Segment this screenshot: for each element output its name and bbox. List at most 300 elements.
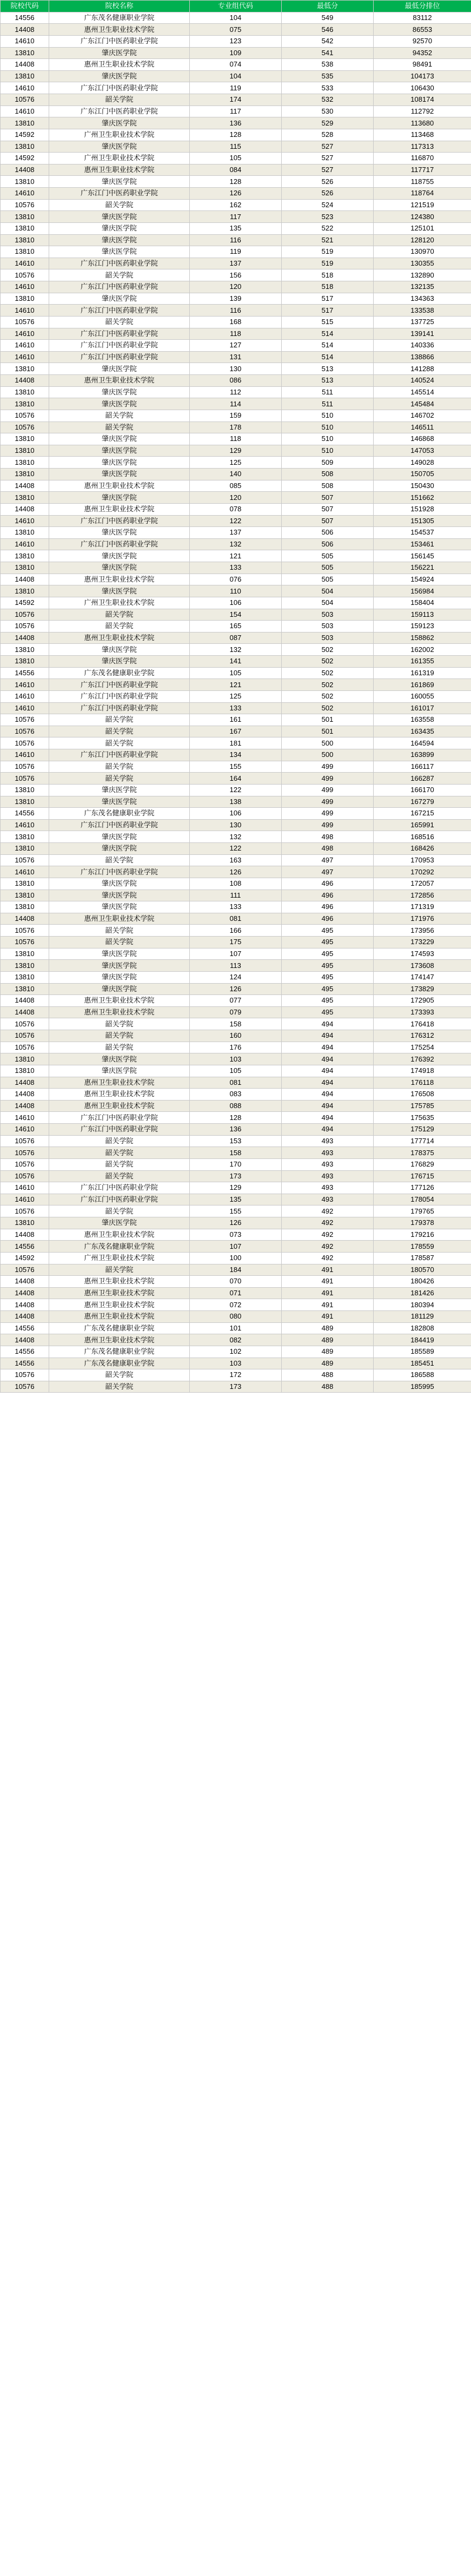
cell-group-code: 078	[190, 503, 282, 515]
table-row	[1, 937, 471, 948]
cell-school-code: 13810	[1, 176, 49, 188]
cell-min-rank: 170953	[374, 854, 471, 866]
cell-school-name: 韶关学院	[49, 269, 190, 281]
table-row	[1, 35, 471, 47]
cell-school-name: 肇庆医学院	[49, 70, 190, 82]
cell-school-code: 14610	[1, 305, 49, 317]
cell-school-code: 14408	[1, 59, 49, 71]
cell-min-rank: 166287	[374, 773, 471, 785]
table-row	[1, 1381, 471, 1393]
cell-min-rank: 179378	[374, 1217, 471, 1229]
cell-min-score: 499	[282, 808, 374, 820]
cell-min-rank: 171976	[374, 913, 471, 925]
cell-min-rank: 161017	[374, 702, 471, 714]
cell-min-rank: 134363	[374, 293, 471, 305]
cell-school-code: 14610	[1, 1124, 49, 1136]
cell-min-rank: 176418	[374, 1018, 471, 1030]
cell-school-code: 14610	[1, 866, 49, 878]
cell-min-score: 518	[282, 269, 374, 281]
cell-school-name: 肇庆医学院	[49, 117, 190, 129]
cell-school-name: 肇庆医学院	[49, 644, 190, 656]
cell-min-rank: 173393	[374, 1006, 471, 1018]
cell-school-code: 10576	[1, 761, 49, 773]
cell-min-rank: 112792	[374, 106, 471, 117]
cell-min-score: 510	[282, 433, 374, 445]
cell-school-name: 广东江门中医药职业学院	[49, 515, 190, 527]
cell-group-code: 105	[190, 1065, 282, 1077]
table-row	[1, 971, 471, 983]
cell-min-score: 494	[282, 1065, 374, 1077]
cell-school-code: 13810	[1, 585, 49, 597]
cell-min-score: 523	[282, 211, 374, 223]
table-row	[1, 983, 471, 995]
cell-group-code: 159	[190, 410, 282, 421]
cell-school-name: 韶关学院	[49, 773, 190, 785]
table-row	[1, 24, 471, 36]
cell-min-score: 538	[282, 59, 374, 71]
cell-school-code: 14556	[1, 1358, 49, 1369]
cell-min-score: 494	[282, 1018, 374, 1030]
cell-school-name: 韶关学院	[49, 1147, 190, 1159]
cell-school-code: 10576	[1, 1147, 49, 1159]
cell-school-code: 14408	[1, 1311, 49, 1323]
cell-school-code: 13810	[1, 983, 49, 995]
cell-min-score: 510	[282, 445, 374, 457]
table-row	[1, 1322, 471, 1334]
cell-min-rank: 153461	[374, 538, 471, 550]
cell-school-code: 14556	[1, 1241, 49, 1253]
cell-school-name: 惠州卫生职业技术学院	[49, 480, 190, 492]
cell-group-code: 140	[190, 469, 282, 480]
cell-school-code: 10576	[1, 421, 49, 433]
cell-group-code: 132	[190, 831, 282, 843]
cell-school-name: 广东茂名健康职业学院	[49, 1346, 190, 1358]
cell-school-code: 13810	[1, 796, 49, 808]
cell-school-code: 10576	[1, 925, 49, 937]
cell-min-rank: 175129	[374, 1124, 471, 1136]
cell-min-score: 495	[282, 983, 374, 995]
cell-min-score: 498	[282, 843, 374, 855]
cell-school-name: 韶关学院	[49, 316, 190, 328]
cell-min-score: 510	[282, 410, 374, 421]
cell-min-score: 530	[282, 106, 374, 117]
cell-school-code: 14592	[1, 597, 49, 609]
table-row	[1, 47, 471, 59]
header-min-rank: 最低分排位	[374, 1, 471, 12]
cell-school-name: 广东茂名健康职业学院	[49, 808, 190, 820]
cell-school-name: 肇庆医学院	[49, 878, 190, 890]
header-group-code: 专业组代码	[190, 1, 282, 12]
cell-group-code: 115	[190, 141, 282, 153]
cell-min-rank: 167215	[374, 808, 471, 820]
table-row	[1, 773, 471, 785]
cell-min-rank: 132135	[374, 281, 471, 293]
cell-school-code: 10576	[1, 1264, 49, 1276]
cell-school-name: 韶关学院	[49, 1135, 190, 1147]
table-row	[1, 562, 471, 574]
table-row	[1, 199, 471, 211]
table-row	[1, 1042, 471, 1053]
cell-school-name: 广东茂名健康职业学院	[49, 1322, 190, 1334]
cell-min-score: 500	[282, 749, 374, 761]
cell-school-name: 广东江门中医药职业学院	[49, 328, 190, 340]
cell-school-code: 14408	[1, 24, 49, 36]
table-row	[1, 1112, 471, 1124]
table-row	[1, 1311, 471, 1323]
cell-min-score: 499	[282, 761, 374, 773]
cell-min-score: 503	[282, 609, 374, 621]
cell-group-code: 133	[190, 562, 282, 574]
cell-min-score: 493	[282, 1135, 374, 1147]
cell-min-score: 514	[282, 351, 374, 363]
cell-school-name: 肇庆医学院	[49, 246, 190, 258]
cell-min-rank: 168516	[374, 831, 471, 843]
cell-min-score: 491	[282, 1276, 374, 1288]
cell-school-name: 广东江门中医药职业学院	[49, 305, 190, 317]
table-row	[1, 1100, 471, 1112]
cell-school-code: 14408	[1, 1006, 49, 1018]
cell-group-code: 108	[190, 878, 282, 890]
cell-group-code: 080	[190, 1311, 282, 1323]
table-row	[1, 808, 471, 820]
cell-school-name: 惠州卫生职业技术学院	[49, 913, 190, 925]
cell-group-code: 120	[190, 281, 282, 293]
cell-school-code: 13810	[1, 70, 49, 82]
cell-group-code: 126	[190, 188, 282, 200]
cell-min-rank: 137725	[374, 316, 471, 328]
cell-min-rank: 173829	[374, 983, 471, 995]
cell-group-code: 130	[190, 819, 282, 831]
cell-min-rank: 164594	[374, 737, 471, 749]
cell-min-rank: 116870	[374, 153, 471, 164]
cell-group-code: 172	[190, 1369, 282, 1381]
cell-min-rank: 104173	[374, 70, 471, 82]
cell-school-name: 韶关学院	[49, 1042, 190, 1053]
cell-min-rank: 159113	[374, 609, 471, 621]
cell-school-code: 14610	[1, 1182, 49, 1194]
cell-min-score: 513	[282, 363, 374, 375]
cell-school-name: 广东江门中医药职业学院	[49, 819, 190, 831]
table-row	[1, 1170, 471, 1182]
cell-min-score: 495	[282, 995, 374, 1007]
cell-school-name: 广东江门中医药职业学院	[49, 1182, 190, 1194]
table-row	[1, 363, 471, 375]
cell-min-rank: 124380	[374, 211, 471, 223]
cell-group-code: 132	[190, 644, 282, 656]
table-row	[1, 281, 471, 293]
table-row	[1, 445, 471, 457]
cell-school-code: 10576	[1, 1158, 49, 1170]
cell-school-code: 13810	[1, 890, 49, 901]
cell-group-code: 079	[190, 1006, 282, 1018]
cell-min-rank: 179216	[374, 1229, 471, 1241]
table-row	[1, 1194, 471, 1205]
cell-min-score: 501	[282, 726, 374, 737]
cell-group-code: 076	[190, 574, 282, 585]
cell-min-score: 514	[282, 340, 374, 352]
cell-school-code: 10576	[1, 1030, 49, 1042]
table-row	[1, 421, 471, 433]
cell-group-code: 101	[190, 1322, 282, 1334]
cell-min-rank: 181426	[374, 1287, 471, 1299]
cell-min-rank: 174147	[374, 971, 471, 983]
cell-min-score: 496	[282, 913, 374, 925]
cell-min-rank: 113680	[374, 117, 471, 129]
cell-min-rank: 158862	[374, 632, 471, 644]
cell-group-code: 155	[190, 761, 282, 773]
table-row	[1, 995, 471, 1007]
cell-min-score: 497	[282, 854, 374, 866]
cell-group-code: 176	[190, 1042, 282, 1053]
cell-school-code: 10576	[1, 609, 49, 621]
table-row	[1, 819, 471, 831]
table-row	[1, 925, 471, 937]
cell-min-score: 498	[282, 831, 374, 843]
cell-school-code: 14610	[1, 679, 49, 691]
cell-min-rank: 177714	[374, 1135, 471, 1147]
table-row	[1, 188, 471, 200]
cell-group-code: 125	[190, 457, 282, 469]
table-row	[1, 948, 471, 960]
cell-school-name: 肇庆医学院	[49, 562, 190, 574]
cell-group-code: 116	[190, 234, 282, 246]
cell-school-code: 13810	[1, 492, 49, 504]
cell-min-score: 492	[282, 1241, 374, 1253]
table-row	[1, 386, 471, 398]
cell-min-rank: 94352	[374, 47, 471, 59]
cell-min-rank: 172905	[374, 995, 471, 1007]
cell-min-score: 493	[282, 1147, 374, 1159]
cell-group-code: 123	[190, 35, 282, 47]
table-row	[1, 901, 471, 913]
cell-school-name: 肇庆医学院	[49, 656, 190, 668]
cell-group-code: 158	[190, 1147, 282, 1159]
cell-group-code: 084	[190, 164, 282, 176]
cell-school-code: 10576	[1, 773, 49, 785]
table-row	[1, 503, 471, 515]
cell-group-code: 158	[190, 1018, 282, 1030]
cell-group-code: 119	[190, 82, 282, 94]
cell-school-code: 14610	[1, 281, 49, 293]
cell-school-name: 肇庆医学院	[49, 971, 190, 983]
cell-min-rank: 159123	[374, 621, 471, 633]
table-row	[1, 550, 471, 562]
cell-min-rank: 150430	[374, 480, 471, 492]
cell-school-code: 14408	[1, 480, 49, 492]
cell-school-code: 14610	[1, 1194, 49, 1205]
table-row	[1, 1229, 471, 1241]
cell-school-name: 惠州卫生职业技术学院	[49, 1276, 190, 1288]
cell-school-name: 惠州卫生职业技术学院	[49, 1299, 190, 1311]
cell-min-score: 495	[282, 1006, 374, 1018]
cell-school-name: 韶关学院	[49, 1205, 190, 1217]
cell-min-rank: 170292	[374, 866, 471, 878]
cell-group-code: 117	[190, 211, 282, 223]
cell-school-name: 肇庆医学院	[49, 527, 190, 539]
cell-group-code: 082	[190, 1334, 282, 1346]
cell-school-code: 14610	[1, 515, 49, 527]
cell-school-code: 14610	[1, 1112, 49, 1124]
cell-min-rank: 160055	[374, 690, 471, 702]
cell-min-score: 527	[282, 141, 374, 153]
cell-school-name: 肇庆医学院	[49, 47, 190, 59]
table-row	[1, 153, 471, 164]
cell-min-rank: 113468	[374, 129, 471, 141]
table-row	[1, 831, 471, 843]
cell-school-name: 肇庆医学院	[49, 1065, 190, 1077]
cell-school-code: 10576	[1, 1381, 49, 1393]
table-row	[1, 1264, 471, 1276]
cell-school-code: 13810	[1, 550, 49, 562]
cell-min-score: 519	[282, 258, 374, 269]
table-row	[1, 667, 471, 679]
cell-group-code: 160	[190, 1030, 282, 1042]
cell-min-rank: 185589	[374, 1346, 471, 1358]
cell-school-code: 14408	[1, 1334, 49, 1346]
cell-school-name: 肇庆医学院	[49, 293, 190, 305]
table-row	[1, 305, 471, 317]
table-row	[1, 1030, 471, 1042]
table-row	[1, 410, 471, 421]
cell-school-name: 惠州卫生职业技术学院	[49, 1100, 190, 1112]
table-row	[1, 141, 471, 153]
cell-min-score: 503	[282, 632, 374, 644]
cell-min-score: 542	[282, 35, 374, 47]
cell-min-rank: 161355	[374, 656, 471, 668]
cell-group-code: 081	[190, 913, 282, 925]
cell-min-rank: 139141	[374, 328, 471, 340]
cell-min-score: 489	[282, 1358, 374, 1369]
cell-school-code: 10576	[1, 621, 49, 633]
cell-school-code: 14610	[1, 188, 49, 200]
table-row	[1, 726, 471, 737]
cell-school-code: 13810	[1, 433, 49, 445]
cell-school-code: 10576	[1, 737, 49, 749]
cell-min-score: 507	[282, 503, 374, 515]
table-row	[1, 1334, 471, 1346]
table-row	[1, 469, 471, 480]
cell-school-name: 广东江门中医药职业学院	[49, 188, 190, 200]
cell-min-score: 511	[282, 398, 374, 410]
table-row	[1, 94, 471, 106]
cell-min-score: 527	[282, 153, 374, 164]
cell-min-score: 510	[282, 421, 374, 433]
table-row	[1, 117, 471, 129]
table-row	[1, 890, 471, 901]
table-row	[1, 1287, 471, 1299]
cell-school-name: 肇庆医学院	[49, 445, 190, 457]
cell-school-code: 13810	[1, 457, 49, 469]
cell-school-code: 10576	[1, 1135, 49, 1147]
table-row	[1, 328, 471, 340]
cell-school-name: 广东江门中医药职业学院	[49, 1112, 190, 1124]
cell-school-code: 10576	[1, 316, 49, 328]
cell-school-name: 惠州卫生职业技术学院	[49, 632, 190, 644]
cell-school-name: 惠州卫生职业技术学院	[49, 375, 190, 387]
cell-group-code: 104	[190, 70, 282, 82]
cell-school-code: 14592	[1, 153, 49, 164]
table-row	[1, 656, 471, 668]
table-row	[1, 644, 471, 656]
cell-school-name: 惠州卫生职业技术学院	[49, 24, 190, 36]
cell-min-rank: 181129	[374, 1311, 471, 1323]
table-row	[1, 609, 471, 621]
table-row	[1, 492, 471, 504]
cell-group-code: 154	[190, 609, 282, 621]
cell-group-code: 128	[190, 129, 282, 141]
cell-school-code: 13810	[1, 1065, 49, 1077]
table-row	[1, 866, 471, 878]
cell-school-code: 14408	[1, 164, 49, 176]
cell-min-rank: 125101	[374, 222, 471, 234]
cell-min-score: 488	[282, 1381, 374, 1393]
cell-min-rank: 161319	[374, 667, 471, 679]
cell-school-code: 13810	[1, 1217, 49, 1229]
cell-min-score: 491	[282, 1299, 374, 1311]
cell-school-name: 广东江门中医药职业学院	[49, 351, 190, 363]
cell-min-score: 505	[282, 550, 374, 562]
cell-group-code: 102	[190, 1346, 282, 1358]
cell-group-code: 178	[190, 421, 282, 433]
cell-min-score: 495	[282, 925, 374, 937]
cell-group-code: 072	[190, 1299, 282, 1311]
cell-min-score: 504	[282, 597, 374, 609]
cell-min-rank: 176829	[374, 1158, 471, 1170]
cell-min-rank: 151305	[374, 515, 471, 527]
cell-school-name: 广东江门中医药职业学院	[49, 866, 190, 878]
cell-min-rank: 86553	[374, 24, 471, 36]
cell-min-score: 504	[282, 585, 374, 597]
table-row	[1, 164, 471, 176]
cell-min-rank: 138866	[374, 351, 471, 363]
table-row	[1, 527, 471, 539]
cell-min-rank: 178559	[374, 1241, 471, 1253]
cell-group-code: 166	[190, 925, 282, 937]
cell-min-score: 518	[282, 281, 374, 293]
cell-school-name: 广东江门中医药职业学院	[49, 82, 190, 94]
cell-school-name: 肇庆医学院	[49, 469, 190, 480]
cell-group-code: 100	[190, 1252, 282, 1264]
cell-group-code: 168	[190, 316, 282, 328]
cell-min-score: 499	[282, 773, 374, 785]
cell-school-code: 13810	[1, 784, 49, 796]
cell-school-name: 肇庆医学院	[49, 1217, 190, 1229]
table-row	[1, 1147, 471, 1159]
cell-school-code: 10576	[1, 714, 49, 726]
cell-min-rank: 178375	[374, 1147, 471, 1159]
cell-school-code: 13810	[1, 211, 49, 223]
cell-school-name: 惠州卫生职业技术学院	[49, 1287, 190, 1299]
cell-group-code: 122	[190, 515, 282, 527]
cell-min-score: 505	[282, 574, 374, 585]
cell-min-score: 494	[282, 1089, 374, 1101]
cell-min-score: 501	[282, 714, 374, 726]
cell-school-name: 惠州卫生职业技术学院	[49, 1089, 190, 1101]
cell-min-score: 493	[282, 1194, 374, 1205]
table-row	[1, 1299, 471, 1311]
cell-min-rank: 130970	[374, 246, 471, 258]
cell-min-rank: 176118	[374, 1077, 471, 1089]
cell-min-score: 491	[282, 1264, 374, 1276]
cell-min-rank: 173956	[374, 925, 471, 937]
cell-min-rank: 175635	[374, 1112, 471, 1124]
table-row	[1, 597, 471, 609]
table-row	[1, 1006, 471, 1018]
cell-min-score: 549	[282, 12, 374, 24]
cell-school-code: 13810	[1, 644, 49, 656]
cell-school-name: 韶关学院	[49, 1158, 190, 1170]
cell-school-name: 肇庆医学院	[49, 234, 190, 246]
